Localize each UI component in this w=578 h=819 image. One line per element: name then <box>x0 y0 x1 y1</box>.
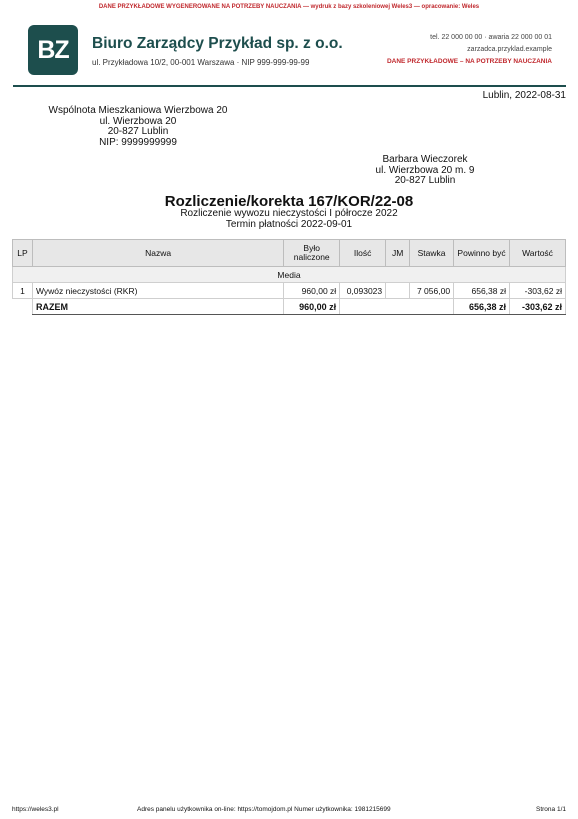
company-logo: BZ <box>28 25 78 75</box>
recipient-address <box>48 106 228 148</box>
recipient-street: ul. Wierzbowa 20 <box>99 115 177 127</box>
col-header-lp: LP <box>13 240 33 267</box>
col-header-due: Powinno być <box>454 240 510 267</box>
footer-page-number: Strona 1/1 <box>536 806 566 813</box>
table-row <box>13 283 566 299</box>
total-charged: 960,00 zł <box>284 299 340 315</box>
total-spacer <box>13 299 33 315</box>
contact-phone: tel. 22 000 00 00 · awaria 22 000 00 01 <box>430 34 552 41</box>
company-name: Biuro Zarządcy Przykład sp. z o.o. <box>92 35 343 52</box>
recipient-city: 20-827 Lublin <box>107 126 169 137</box>
buyer-address <box>355 155 495 187</box>
col-header-value: Wartość <box>510 240 566 267</box>
col-header-qty: Ilość <box>340 240 386 267</box>
col-header-name: Nazwa <box>32 240 283 267</box>
document-subtitle: Rozliczenie wywozu nieczystości I półrocze 2022 <box>180 208 398 219</box>
cell-qty: 0,093023 <box>340 283 386 299</box>
group-label: Media <box>13 267 566 283</box>
contact-website: zarzadca.przyklad.example <box>467 46 552 53</box>
buyer-name: Barbara Wieczorek <box>382 154 468 165</box>
col-header-unit: JM <box>386 240 410 267</box>
payment-due-date: Termin płatności 2022-09-01 <box>225 218 353 230</box>
recipient-nip: NIP: 9999999999 <box>99 136 177 148</box>
sample-data-banner: DANE PRZYKŁADOWE WYGENEROWANE NA POTRZEBY NAUCZANIA — wydruk z bazy szkoleniowej Weles3 — opracowanie: Weles <box>98 4 480 10</box>
table-total-row <box>13 299 566 315</box>
total-value: -303,62 zł <box>510 299 566 315</box>
contact-sample-note: DANE PRZYKŁADOWE – NA POTRZEBY NAUCZANIA <box>386 58 552 65</box>
footer-user-panel-info: Adres panelu użytkownika on-line: https://tomojdom.pl Numer użytkownika: 1981215699 <box>137 806 391 813</box>
company-address: ul. Przykładowa 10/2, 00-001 Warszawa · NIP 999-999-99-99 <box>92 58 310 67</box>
place-date: Lublin, 2022-08-31 <box>482 90 566 101</box>
document-subtitle-block <box>0 209 578 230</box>
document-title: Rozliczenie/korekta 167/KOR/22-08 <box>164 193 414 210</box>
company-contact <box>387 32 552 68</box>
cell-unit <box>386 283 410 299</box>
buyer-city: 20-827 Lublin <box>394 175 456 186</box>
recipient-name: Wspólnota Mieszkaniowa Wierzbowa 20 <box>48 105 228 116</box>
header-divider <box>13 85 566 87</box>
col-header-rate: Stawka <box>410 240 454 267</box>
table-group-row <box>13 267 566 283</box>
footer-website-link[interactable]: https://weles3.pl <box>12 806 59 813</box>
cell-lp: 1 <box>13 283 33 299</box>
table-header-row <box>13 240 566 267</box>
cell-name: Wywóz nieczystości (RKR) <box>32 283 283 299</box>
cell-charged: 960,00 zł <box>284 283 340 299</box>
total-empty <box>340 299 454 315</box>
buyer-street: ul. Wierzbowa 20 m. 9 <box>375 164 475 176</box>
total-due: 656,38 zł <box>454 299 510 315</box>
col-header-charged: Było naliczone <box>284 240 340 267</box>
cell-value: -303,62 zł <box>510 283 566 299</box>
cell-rate: 7 056,00 <box>410 283 454 299</box>
total-label: RAZEM <box>32 299 283 315</box>
cell-due: 656,38 zł <box>454 283 510 299</box>
settlement-table <box>12 239 566 315</box>
